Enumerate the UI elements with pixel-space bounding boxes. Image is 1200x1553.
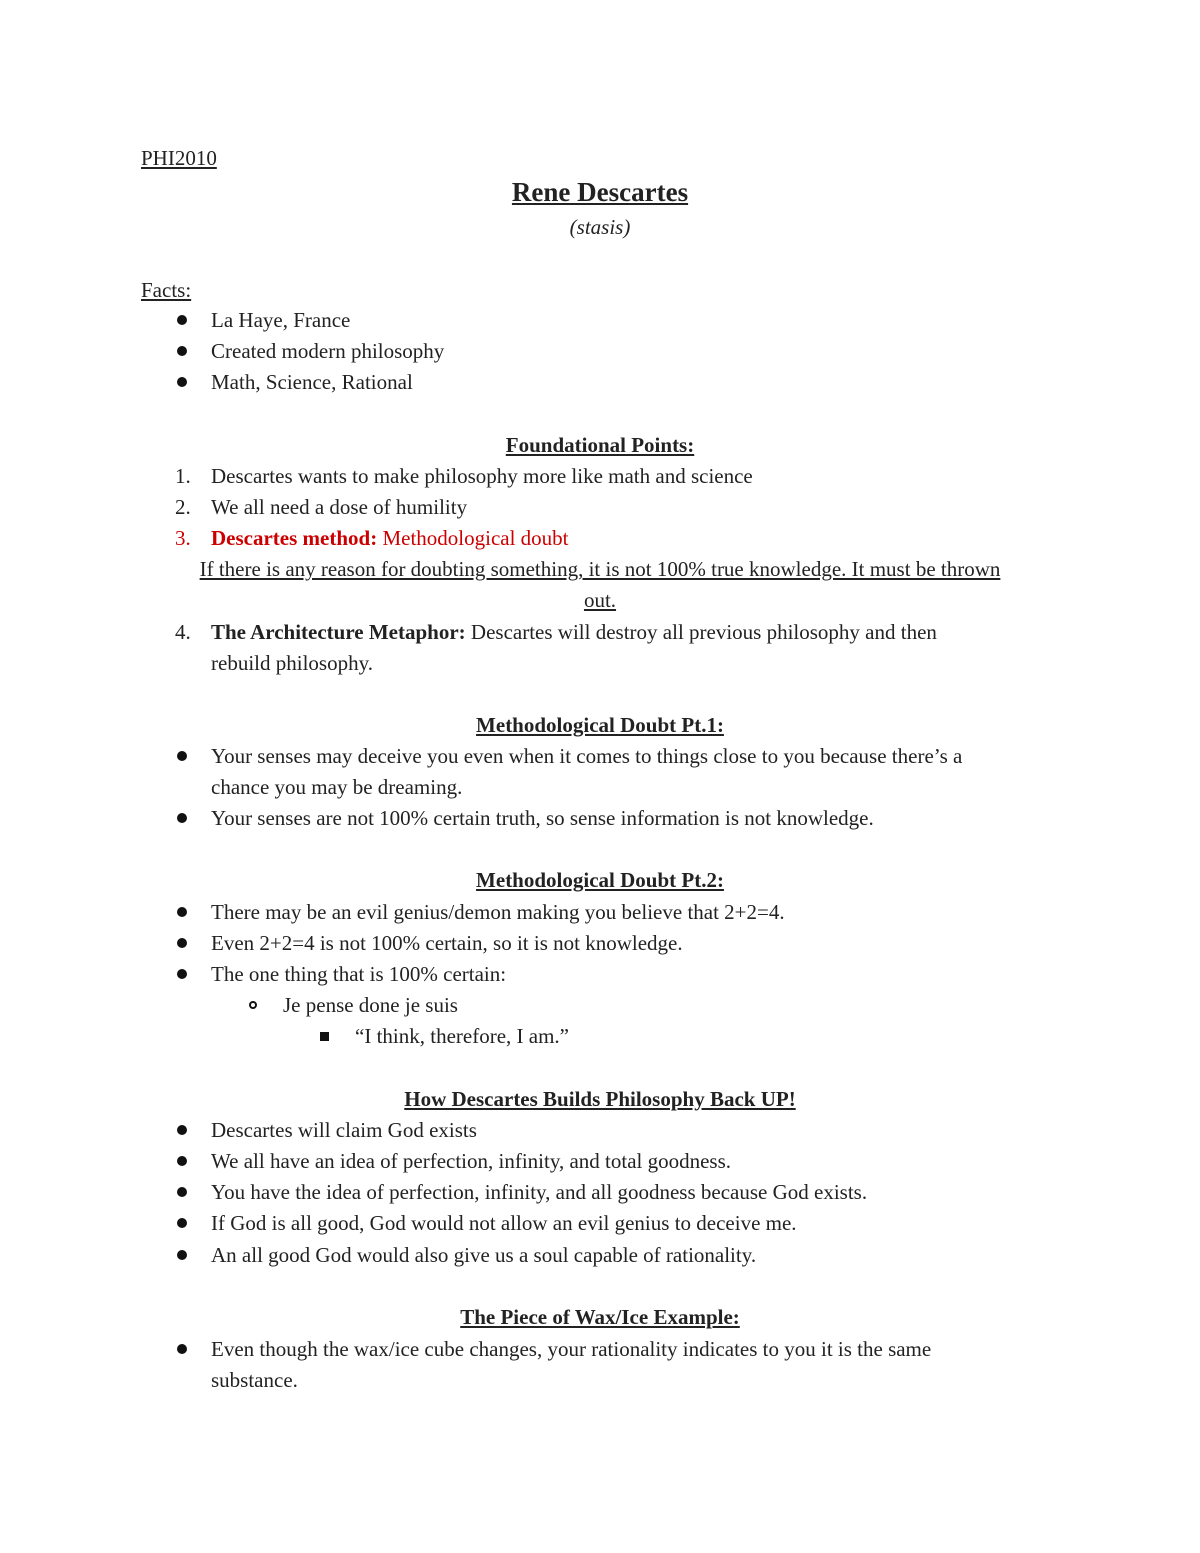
bullet-icon bbox=[177, 907, 187, 917]
doubt-definition-line1: If there is any reason for doubting something, it is not 100% true knowledge. It must be thrown bbox=[199, 557, 1001, 581]
bullet-icon bbox=[177, 1125, 187, 1135]
bullet-icon bbox=[177, 346, 187, 356]
bullet-icon bbox=[177, 1344, 187, 1354]
list-number: 3. bbox=[175, 526, 191, 550]
list-item: Descartes will claim God exists bbox=[211, 1118, 477, 1142]
list-item: You have the idea of perfection, infinity, and all goodness because God exists. bbox=[211, 1180, 868, 1204]
list-item-method bbox=[211, 525, 569, 551]
list-item: Your senses are not 100% certain truth, so sense information is not knowledge. bbox=[211, 806, 874, 830]
bullet-icon bbox=[177, 969, 187, 979]
list-item: Your senses may deceive you even when it comes to things close to you because there’s a bbox=[211, 744, 963, 768]
bullet-icon bbox=[177, 751, 187, 761]
doubt2-heading: Methodological Doubt Pt.2: bbox=[476, 868, 724, 892]
wax-heading: The Piece of Wax/Ice Example: bbox=[460, 1305, 740, 1329]
circle-bullet-icon bbox=[249, 1001, 257, 1009]
foundational-heading: Foundational Points: bbox=[505, 433, 695, 457]
bullet-icon bbox=[177, 1187, 187, 1197]
list-item-architecture bbox=[211, 619, 937, 645]
bullet-icon bbox=[177, 938, 187, 948]
builds-heading: How Descartes Builds Philosophy Back UP! bbox=[404, 1087, 796, 1111]
architecture-label: The Architecture Metaphor: bbox=[211, 620, 466, 644]
list-item: There may be an evil genius/demon making you believe that 2+2=4. bbox=[211, 900, 785, 924]
list-item-continued: substance. bbox=[211, 1368, 298, 1392]
list-item-continued: rebuild philosophy. bbox=[211, 651, 373, 675]
sub-sub-list-item: “I think, therefore, I am.” bbox=[355, 1024, 569, 1048]
method-text: Methodological doubt bbox=[382, 526, 569, 550]
sub-list-item: Je pense done je suis bbox=[283, 993, 458, 1017]
bullet-icon bbox=[177, 377, 187, 387]
course-code: PHI2010 bbox=[141, 146, 217, 170]
list-number: 4. bbox=[175, 620, 191, 644]
page-title: Rene Descartes bbox=[511, 177, 689, 207]
list-item: We all need a dose of humility bbox=[211, 495, 468, 519]
list-item: We all have an idea of perfection, infinity, and total goodness. bbox=[211, 1149, 732, 1173]
list-item: Created modern philosophy bbox=[211, 339, 445, 363]
method-label: Descartes method: bbox=[211, 526, 378, 550]
list-item: Math, Science, Rational bbox=[211, 370, 413, 394]
bullet-icon bbox=[177, 1218, 187, 1228]
list-item: Descartes wants to make philosophy more like math and science bbox=[211, 464, 753, 488]
doubt1-heading: Methodological Doubt Pt.1: bbox=[476, 713, 724, 737]
list-item: An all good God would also give us a soul capable of rationality. bbox=[211, 1243, 757, 1267]
list-item-continued: chance you may be dreaming. bbox=[211, 775, 463, 799]
page-subtitle: (stasis) bbox=[569, 215, 631, 239]
list-item: Even though the wax/ice cube changes, your rationality indicates to you it is the same bbox=[211, 1337, 932, 1361]
list-item: If God is all good, God would not allow an evil genius to deceive me. bbox=[211, 1211, 797, 1235]
bullet-icon bbox=[177, 315, 187, 325]
list-item: Even 2+2=4 is not 100% certain, so it is not knowledge. bbox=[211, 931, 683, 955]
facts-heading: Facts: bbox=[141, 278, 192, 302]
bullet-icon bbox=[177, 813, 187, 823]
list-item: The one thing that is 100% certain: bbox=[211, 962, 507, 986]
list-item: La Haye, France bbox=[211, 308, 351, 332]
list-number: 2. bbox=[175, 495, 191, 519]
square-bullet-icon bbox=[320, 1032, 329, 1041]
list-number: 1. bbox=[175, 464, 191, 488]
bullet-icon bbox=[177, 1250, 187, 1260]
bullet-icon bbox=[177, 1156, 187, 1166]
architecture-text: Descartes will destroy all previous philosophy and then bbox=[470, 620, 937, 644]
doubt-definition-line2: out. bbox=[583, 588, 617, 612]
